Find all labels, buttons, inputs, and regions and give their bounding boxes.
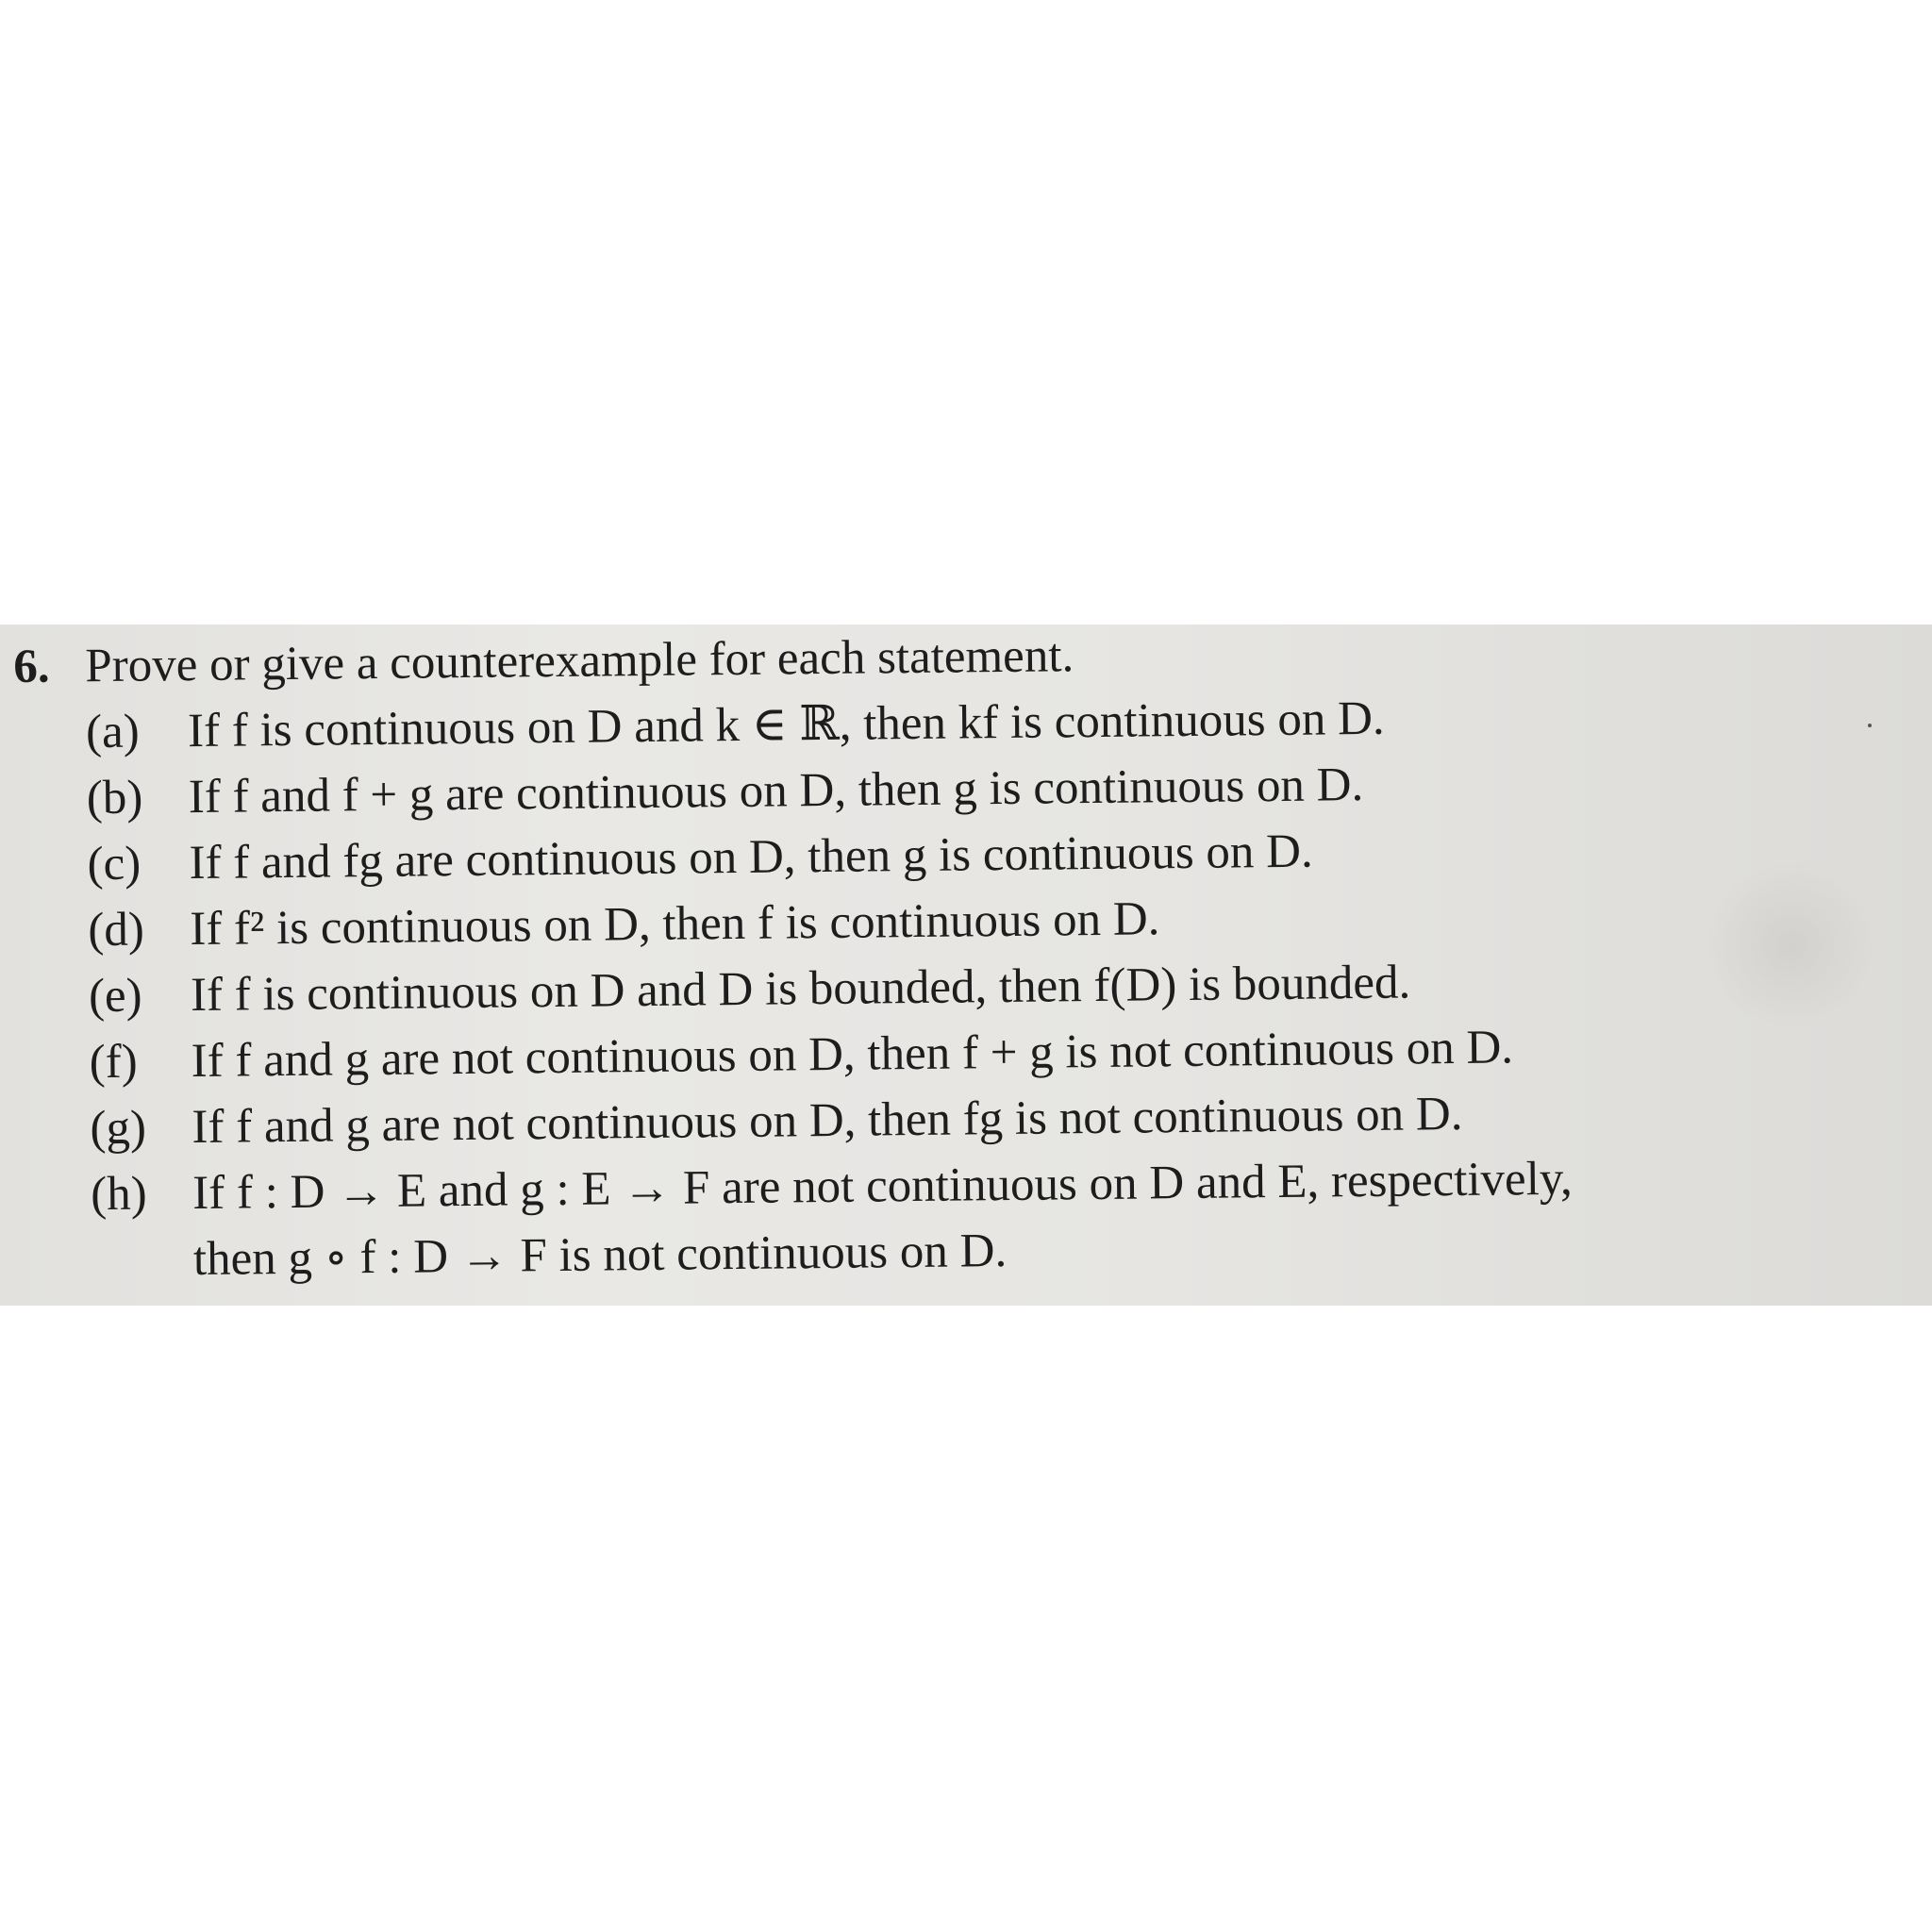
statement-label: (b) (86, 771, 143, 825)
statement-label: (a) (85, 705, 140, 759)
statement-label: (c) (87, 837, 142, 891)
problem-6 (13, 625, 1888, 1294)
problem-number: 6. (13, 640, 50, 693)
problem-prompt: Prove or give a counterexample for each statement. (85, 629, 1074, 693)
statement-text: If f : D → E and g : E → F are not continuous on D and E, respectively, (192, 1152, 1574, 1221)
statement-label: (f) (89, 1035, 139, 1090)
statement-label: (g) (90, 1101, 147, 1156)
statement-h-continuation: then g ∘ f : D → F is not continuous on D. (192, 1224, 1008, 1287)
textbook-photo (0, 625, 1932, 1306)
statement-text: If f and g are not continuous on D, then f + g is not continuous on D. (191, 1021, 1514, 1089)
statement-text: If f is continuous on D and k ∈ ℝ, then kf is continuous on D. (187, 691, 1385, 758)
statement-text: If f and g are not continuous on D, then fg is not continuous on D. (192, 1087, 1463, 1155)
statement-label: (h) (90, 1167, 147, 1222)
statement-text: If f is continuous on D and D is bounded, then f(D) is bounded. (190, 956, 1411, 1023)
statement-label: (d) (88, 903, 145, 958)
statement-label: (e) (88, 969, 142, 1024)
statement-text: If f² is continuous on D, then f is continuous on D. (189, 892, 1160, 957)
statement-text: If f and fg are continuous on D, then g is continuous on D. (189, 824, 1314, 891)
statement-text: If f and f + g are continuous on D, then g is continuous on D. (188, 758, 1364, 824)
